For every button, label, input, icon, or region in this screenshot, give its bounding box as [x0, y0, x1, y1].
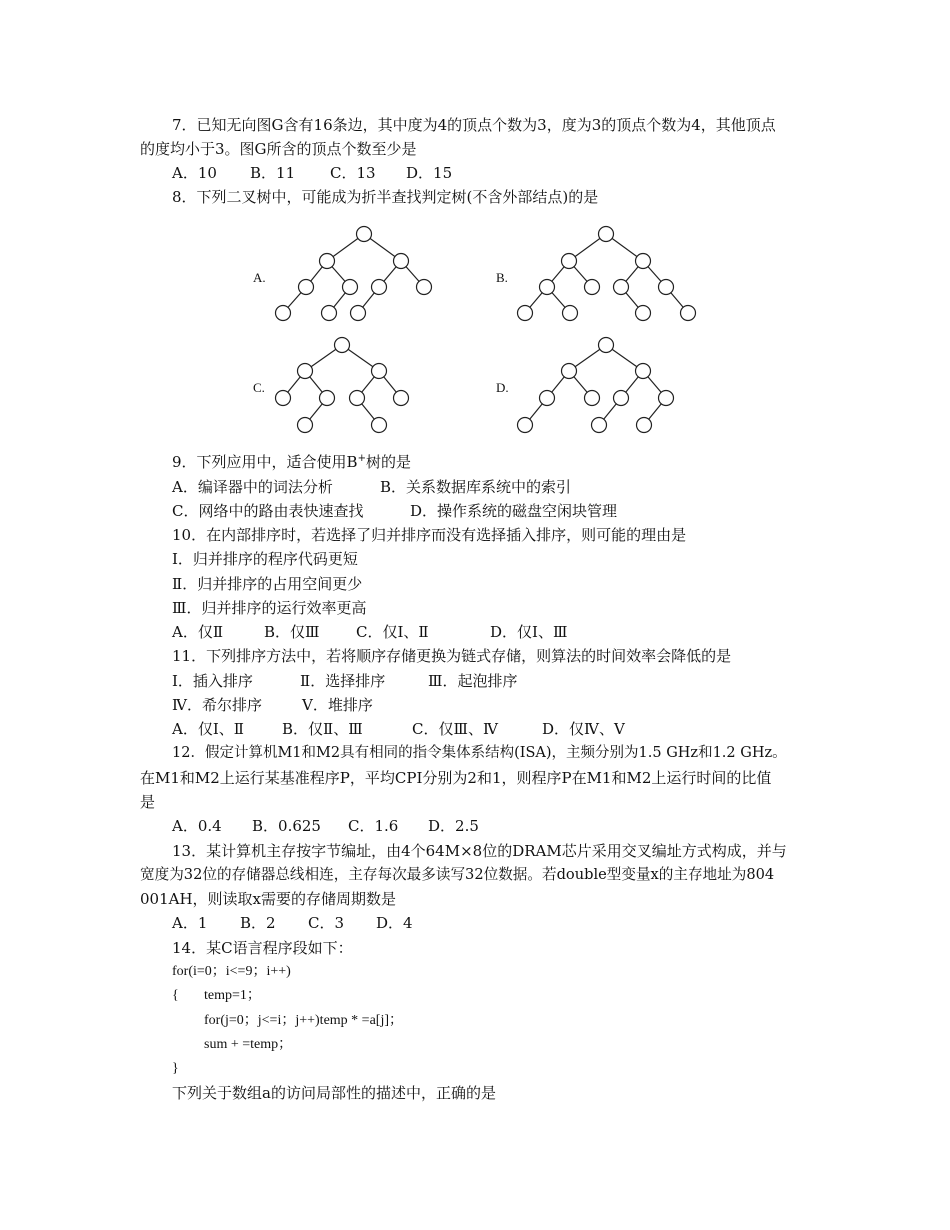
- tree-label-c: C.: [253, 380, 265, 395]
- q11-item-4: Ⅳ．希尔排序: [172, 696, 262, 714]
- tree-label-a: A.: [253, 270, 266, 285]
- q13-option-d: D．4: [376, 914, 413, 932]
- tree-a: [276, 227, 432, 321]
- q11-options: [172, 719, 625, 739]
- q11-option-c: C．仅Ⅲ、Ⅳ: [412, 720, 498, 738]
- q10-option-d: D．仅Ⅰ、Ⅲ: [490, 623, 568, 641]
- q14-code-line-6: }: [172, 1061, 179, 1076]
- q8-tree-figure: [0, 0, 950, 460]
- q11-stem: 11．下列排序方法中，若将顺序存储更换为链式存储，则算法的时间效率会降低的是: [172, 647, 732, 665]
- q12-option-a: A．0.4: [172, 817, 222, 835]
- q11-item-1: Ⅰ．插入排序: [172, 672, 253, 690]
- q9-stem-tail: 树的是: [365, 453, 411, 471]
- q10-option-c: C．仅Ⅰ、Ⅱ: [356, 623, 429, 641]
- q14-tail: 下列关于数组a的访问局部性的描述中，正确的是: [172, 1084, 496, 1102]
- q9-option-c: C．网络中的路由表快速查找: [172, 502, 364, 520]
- q11-items-row1: [172, 671, 517, 691]
- q11-item-3: Ⅲ．起泡排序: [428, 672, 518, 690]
- q14-code-line-2: {: [172, 988, 179, 1003]
- q10-option-b: B．仅Ⅲ: [264, 623, 320, 641]
- tree-b: [518, 227, 696, 321]
- q13-line1: 13．某计算机主存按字节编址，由4个64M×8位的DRAM芯片采用交叉编址方式构成，并与: [172, 842, 787, 860]
- q9-stem-superscript: +: [357, 453, 366, 464]
- q12-option-c: C．1.6: [348, 817, 399, 835]
- q12-line2: 在M1和M2上运行某基准程序P，平均CPⅠ分别为2和1，则程序P在M1和M2上运行时间的比值: [140, 769, 772, 787]
- q12-options: [172, 816, 479, 836]
- tree-label-d: D.: [496, 380, 509, 395]
- q7-option-a: A．10: [172, 164, 217, 182]
- tree-d: [518, 338, 674, 433]
- q9-option-b: B．关系数据库系统中的索引: [380, 478, 572, 496]
- q9-option-d: D．操作系统的磁盘空闲块管理: [410, 502, 618, 520]
- q12-option-d: D．2.5: [428, 817, 479, 835]
- q13-line2: 宽度为32位的存储器总线相连，主存每次最多读写32位数据。若double型变量x的主存地址为804: [140, 866, 775, 883]
- q9-stem: [172, 452, 411, 472]
- q12-option-b: B．0.625: [252, 817, 321, 835]
- q14-stem: 14．某C语言程序段如下：: [172, 939, 353, 957]
- q13-options: [172, 913, 413, 933]
- q14-code-line-1: for(i=0；i<=9；i++): [172, 964, 291, 979]
- q8-stem: 8．下列二叉树中，可能成为折半查找判定树(不含外部结点)的是: [172, 188, 599, 206]
- q13-option-a: A．1: [172, 914, 208, 932]
- q10-item-2: Ⅱ．归并排序的占用空间更少: [172, 575, 363, 593]
- q7-line1: 7．已知无向图G含有16条边，其中度为4的顶点个数为3，度为3的顶点个数为4，其他顶点: [172, 116, 776, 134]
- q11-items-row2: [172, 695, 373, 715]
- q12-line3: 是: [140, 793, 156, 811]
- q13-option-b: B．2: [240, 914, 276, 932]
- q13-option-c: C．3: [308, 914, 345, 932]
- q9-options-row2: [172, 501, 617, 521]
- q11-option-b: B．仅Ⅱ、Ⅲ: [282, 720, 363, 738]
- q9-options-row1: [172, 477, 571, 497]
- q13-line3: 001AH，则读取x需要的存储周期数是: [140, 890, 397, 908]
- q14-code-line-4: for(j=0；j<=i；j++)temp * =a[j]；: [204, 1013, 404, 1028]
- tree-c: [276, 338, 409, 433]
- q9-option-a: A．编译器中的词法分析: [172, 478, 333, 496]
- q11-option-d: D．仅Ⅳ、Ⅴ: [542, 720, 625, 738]
- tree-label-b: B.: [496, 270, 508, 285]
- q7-option-c: C．13: [330, 164, 376, 182]
- q14-code-line-5: sum + =temp；: [204, 1037, 293, 1052]
- q11-option-a: A．仅Ⅰ、Ⅱ: [172, 720, 244, 738]
- q10-stem: 10．在内部排序时，若选择了归并排序而没有选择插入排序，则可能的理由是: [172, 526, 687, 544]
- q10-item-3: Ⅲ．归并排序的运行效率更高: [172, 599, 367, 617]
- q11-item-5: Ⅴ．堆排序: [302, 696, 373, 714]
- q7-option-b: B．11: [250, 164, 296, 182]
- q10-option-a: A．仅Ⅱ: [172, 623, 224, 641]
- q10-options: [172, 622, 567, 642]
- q7-option-d: D．15: [406, 164, 453, 182]
- q14-code-line-3: temp=1；: [204, 988, 261, 1003]
- q9-stem-text: 9．下列应用中，适合使用B: [172, 453, 358, 471]
- q10-item-1: Ⅰ．归并排序的程序代码更短: [172, 550, 358, 568]
- q7-line2: 的度均小于3。图G所含的顶点个数至少是: [140, 140, 417, 158]
- q11-item-2: Ⅱ．选择排序: [300, 672, 386, 690]
- q12-line1: 12．假定计算机M1和M2具有相同的指令集体系结构(ⅠSA)，主频分别为1.5 GHz和1.2 GHz。: [172, 745, 787, 761]
